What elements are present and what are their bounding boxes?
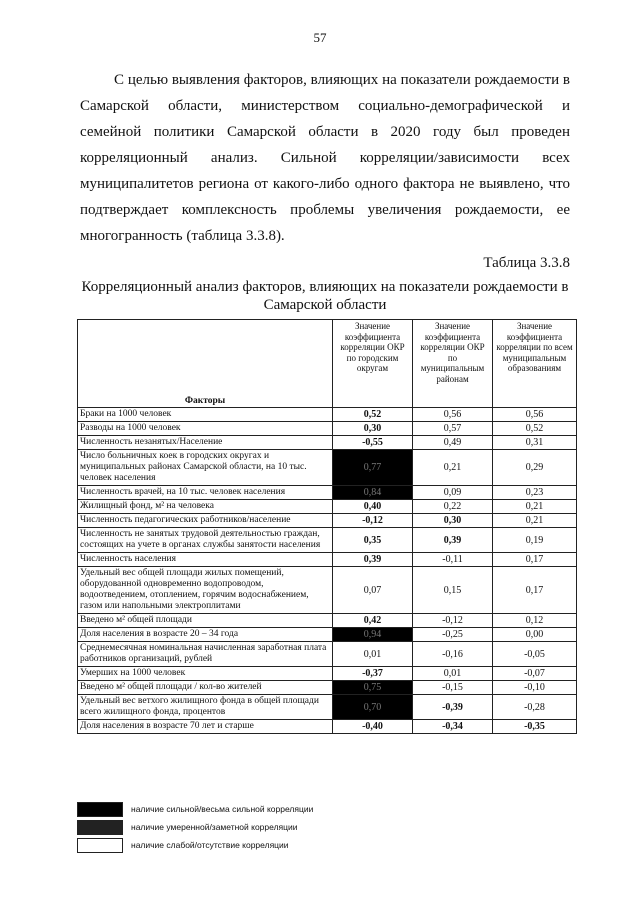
all-value: 0,00 <box>493 628 577 642</box>
all-value: -0,10 <box>493 681 577 695</box>
table-title: Корреляционный анализ факторов, влияющих на показатели рождаемости в Самарской области <box>81 279 569 313</box>
table-row <box>78 642 577 667</box>
factor-cell: Среднемесячная номинальная начисленная заработная плата работников организаций, рублей <box>78 642 333 667</box>
districts-value: -0,11 <box>413 553 493 567</box>
header-urban: Значение коэффициента корреляции ОКР по городским округам <box>333 320 413 408</box>
table-row <box>78 628 577 642</box>
districts-value: 0,09 <box>413 486 493 500</box>
all-value: 0,12 <box>493 614 577 628</box>
urban-value: 0,40 <box>333 500 413 514</box>
all-value: 0,29 <box>493 450 577 486</box>
urban-value: 0,84 <box>333 486 413 500</box>
factor-cell: Введено м² общей площади <box>78 614 333 628</box>
factor-cell: Разводы на 1000 человек <box>78 422 333 436</box>
factor-cell: Браки на 1000 человек <box>78 408 333 422</box>
legend-swatch-strong <box>77 802 123 817</box>
table-row <box>78 695 577 720</box>
districts-value: -0,39 <box>413 695 493 720</box>
all-value: 0,23 <box>493 486 577 500</box>
urban-value: 0,94 <box>333 628 413 642</box>
all-value: 0,19 <box>493 528 577 553</box>
districts-value: -0,34 <box>413 720 493 734</box>
urban-value: 0,01 <box>333 642 413 667</box>
legend-swatch-moderate <box>77 820 123 835</box>
factor-cell: Число больничных коек в городских округах и муниципальных районах Самарской области, на 10 тыс. человек населения <box>78 450 333 486</box>
districts-value: 0,30 <box>413 514 493 528</box>
districts-value: 0,56 <box>413 408 493 422</box>
all-value: -0,28 <box>493 695 577 720</box>
urban-value: -0,12 <box>333 514 413 528</box>
page-number: 57 <box>313 30 327 45</box>
districts-value: 0,49 <box>413 436 493 450</box>
table-row <box>78 553 577 567</box>
districts-value: 0,22 <box>413 500 493 514</box>
all-value: 0,17 <box>493 567 577 614</box>
factor-cell: Удельный вес общей площади жилых помещений, оборудованной одновременно водопроводом, водоотведением, отоплением, горячим водоснабжением, газом или напольными электроплитами <box>78 567 333 614</box>
all-value: 0,21 <box>493 514 577 528</box>
urban-value: 0,42 <box>333 614 413 628</box>
table-row <box>78 681 577 695</box>
legend <box>77 800 313 854</box>
legend-item <box>77 836 313 854</box>
urban-value: 0,70 <box>333 695 413 720</box>
urban-value: 0,39 <box>333 553 413 567</box>
all-value: 0,52 <box>493 422 577 436</box>
correlation-table <box>77 319 577 734</box>
urban-value: 0,77 <box>333 450 413 486</box>
urban-value: -0,55 <box>333 436 413 450</box>
table-row <box>78 614 577 628</box>
urban-value: 0,07 <box>333 567 413 614</box>
table-row <box>78 514 577 528</box>
table-row <box>78 667 577 681</box>
factor-cell: Жилищный фонд, м² на человека <box>78 500 333 514</box>
factor-cell: Введено м² общей площади / кол-во жителей <box>78 681 333 695</box>
all-value: 0,17 <box>493 553 577 567</box>
factor-cell: Доля населения в возрасте 20 – 34 года <box>78 628 333 642</box>
urban-value: 0,35 <box>333 528 413 553</box>
table-row <box>78 422 577 436</box>
legend-label: наличие слабой/отсутствие корреляции <box>131 840 289 850</box>
urban-value: 0,52 <box>333 408 413 422</box>
all-value: 0,31 <box>493 436 577 450</box>
districts-value: 0,15 <box>413 567 493 614</box>
header-factors: Факторы <box>78 320 333 408</box>
factor-cell: Численность не занятых трудовой деятельностью граждан, состоящих на учете в органах службы занятости населения <box>78 528 333 553</box>
legend-label: наличие умеренной/заметной корреляции <box>131 822 298 832</box>
all-value: -0,35 <box>493 720 577 734</box>
table-row <box>78 450 577 486</box>
table-row <box>78 528 577 553</box>
urban-value: -0,37 <box>333 667 413 681</box>
urban-value: -0,40 <box>333 720 413 734</box>
districts-value: -0,25 <box>413 628 493 642</box>
factor-cell: Удельный вес ветхого жилищного фонда в общей площади всего жилищного фонда, процентов <box>78 695 333 720</box>
districts-value: 0,39 <box>413 528 493 553</box>
legend-label: наличие сильной/весьма сильной корреляции <box>131 804 314 814</box>
districts-value: 0,01 <box>413 667 493 681</box>
all-value: 0,21 <box>493 500 577 514</box>
table-row <box>78 720 577 734</box>
header-all: Значение коэффициента корреляции по всем муниципальным образованиям <box>493 320 577 408</box>
factor-cell: Доля населения в возрасте 70 лет и старше <box>78 720 333 734</box>
all-value: -0,05 <box>493 642 577 667</box>
table-row <box>78 567 577 614</box>
table-row <box>78 436 577 450</box>
urban-value: 0,75 <box>333 681 413 695</box>
legend-swatch-weak <box>77 838 123 853</box>
districts-value: -0,15 <box>413 681 493 695</box>
all-value: -0,07 <box>493 667 577 681</box>
table-row <box>78 486 577 500</box>
table-row <box>78 408 577 422</box>
factor-cell: Численность педагогических работников/население <box>78 514 333 528</box>
factor-cell: Численность незанятых/Население <box>78 436 333 450</box>
factor-cell: Численность населения <box>78 553 333 567</box>
table-header-row <box>78 320 577 408</box>
districts-value: -0,12 <box>413 614 493 628</box>
factor-cell: Численность врачей, на 10 тыс. человек населения <box>78 486 333 500</box>
legend-item <box>77 818 313 836</box>
legend-item <box>77 800 313 818</box>
table-reference: Таблица 3.3.8 <box>483 255 570 271</box>
header-districts: Значение коэффициента корреляции ОКР по муниципальным районам <box>413 320 493 408</box>
table-row <box>78 500 577 514</box>
all-value: 0,56 <box>493 408 577 422</box>
districts-value: -0,16 <box>413 642 493 667</box>
factor-cell: Умерших на 1000 человек <box>78 667 333 681</box>
urban-value: 0,30 <box>333 422 413 436</box>
districts-value: 0,21 <box>413 450 493 486</box>
districts-value: 0,57 <box>413 422 493 436</box>
intro-paragraph: С целью выявления факторов, влияющих на показатели рождаемости в Самарской области, министерством социально-демографической и семейной политики Самарской области в 2020 году был проведен корреляционный анализ. Сильной корреляции/зависимости всех муниципалитетов региона от какого-либо одного фактора не выявлено, что подтверждает комплексность проблемы увеличения рождаемости, ее многогранность (таблица 3.3.8). <box>80 72 570 244</box>
